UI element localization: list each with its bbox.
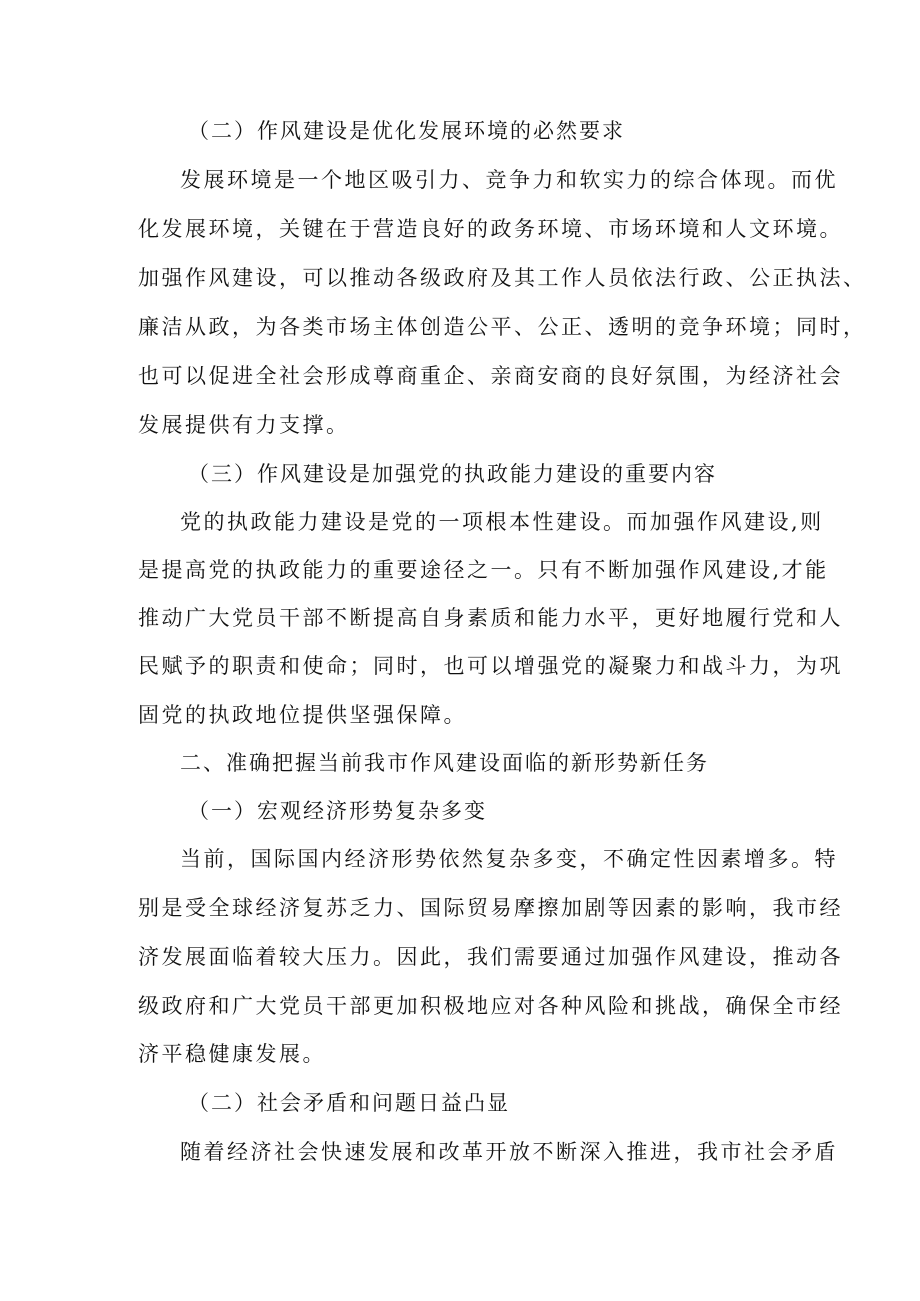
section-heading: （二）作风建设是优化发展环境的必然要求 <box>188 119 625 143</box>
paragraph-line: 当前，国际国内经济形势依然复杂多变，不确定性因素增多。特 <box>180 847 838 871</box>
paragraph-line: 也可以促进全社会形成尊商重企、亲商安商的良好氛围，为经济社会 <box>138 364 843 388</box>
paragraph-line: 级政府和广大党员干部更加积极地应对各种风险和挑战，确保全市经 <box>138 994 843 1018</box>
subsection-heading: （二）社会矛盾和问题日益凸显 <box>188 1091 510 1115</box>
paragraph-line: 随着经济社会快速发展和改革开放不断深入推进，我市社会矛盾 <box>180 1140 838 1164</box>
paragraph-line: 固党的执政地位提供坚强保障。 <box>138 703 467 727</box>
section-heading: （三）作风建设是加强党的执政能力建设的重要内容 <box>188 462 717 486</box>
paragraph-line: 化发展环境，关键在于营造良好的政务环境、市场环境和人文环境。 <box>138 217 843 241</box>
paragraph-line: 民赋予的职责和使命；同时，也可以增强党的凝聚力和战斗力，为巩 <box>138 654 843 678</box>
paragraph-line: 济平稳健康发展。 <box>138 1042 326 1066</box>
paragraph-line: 推动广大党员干部不断提高自身素质和能力水平，更好地履行党和人 <box>138 606 843 630</box>
paragraph-line: 是提高党的执政能力的重要途径之一。只有不断加强作风建设,才能 <box>138 558 829 582</box>
paragraph-line: 发展提供有力支撑。 <box>138 413 350 437</box>
part-heading: 二、准确把握当前我市作风建设面临的新形势新任务 <box>180 751 709 775</box>
paragraph-line: 发展环境是一个地区吸引力、竞争力和软实力的综合体现。而优 <box>180 168 838 192</box>
paragraph-line: 济发展面临着较大压力。因此，我们需要通过加强作风建设，推动各 <box>138 945 843 969</box>
paragraph-line: 党的执政能力建设是党的一项根本性建设。而加强作风建设,则 <box>180 510 824 534</box>
subsection-heading: （一）宏观经济形势复杂多变 <box>188 799 487 823</box>
paragraph-line: 加强作风建设，可以推动各级政府及其工作人员依法行政、公正执法、 <box>138 266 867 290</box>
paragraph-line: 廉洁从政，为各类市场主体创造公平、公正、透明的竞争环境；同时， <box>138 315 867 339</box>
paragraph-line: 别是受全球经济复苏乏力、国际贸易摩擦加剧等因素的影响，我市经 <box>138 896 843 920</box>
